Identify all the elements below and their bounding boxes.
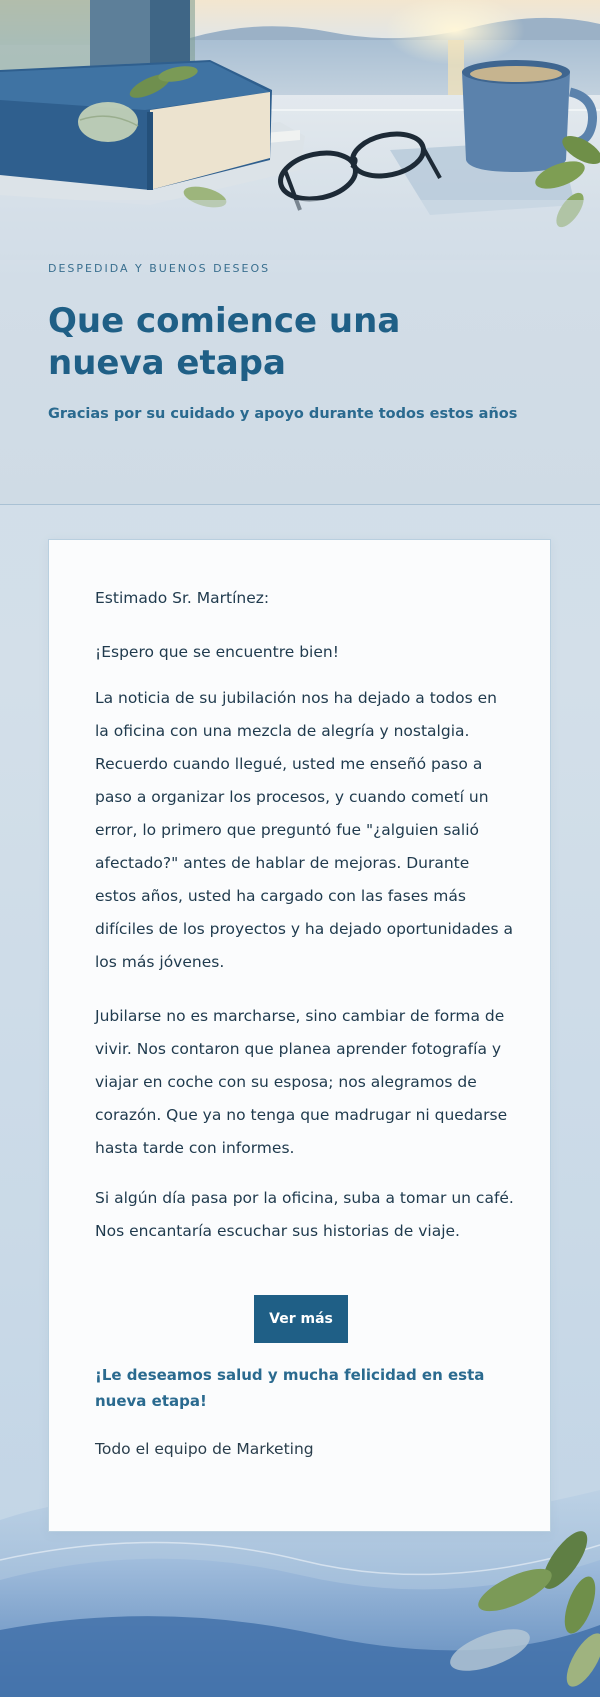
letter-paragraph: ¡Espero que se encuentre bien! (95, 643, 339, 661)
hero-header (0, 0, 600, 505)
letter-paragraph: Si algún día pasa por la oficina, suba a tomar un café. Nos encantaría escuchar sus historias de viaje. (95, 1189, 514, 1240)
letter-paragraph: La noticia de su jubilación nos ha dejado a todos en la oficina con una mezcla de alegría y nostalgia. Recuerdo cuando llegué, usted me enseñó paso a paso a organizar los procesos, y cuando cometí un error, lo primero que preguntó fue "¿alguien salió afectado?" antes de hablar de mejoras. Durante estos años, usted ha cargado con las fases más difíciles de los proyectos y ha dejado oportunidades a los más jóvenes. (95, 689, 514, 971)
letter-card (48, 539, 551, 1532)
eyebrow-label: DESPEDIDA Y BUENOS DESEOS (48, 262, 271, 275)
desk-scene-illustration (0, 0, 600, 260)
page-subtitle: Gracias por su cuidado y apoyo durante todos estos años (48, 406, 518, 422)
signature: Todo el equipo de Marketing (95, 1440, 314, 1458)
letter-paragraph: Jubilarse no es marcharse, sino cambiar de forma de vivir. Nos contaron que planea aprender fotografía y viajar en coche con su esposa; nos alegramos de corazón. Que ya no tenga que madrugar ni quedarse hasta tarde con informes. (95, 1007, 508, 1157)
letter-greeting: Estimado Sr. Martínez: (95, 589, 270, 607)
page-title: Que comience una nueva etapa (48, 301, 401, 383)
see-more-button[interactable]: Ver más (254, 1295, 348, 1343)
closing-wish: ¡Le deseamos salud y mucha felicidad en esta nueva etapa! (95, 1366, 485, 1410)
hero-divider (0, 504, 600, 505)
